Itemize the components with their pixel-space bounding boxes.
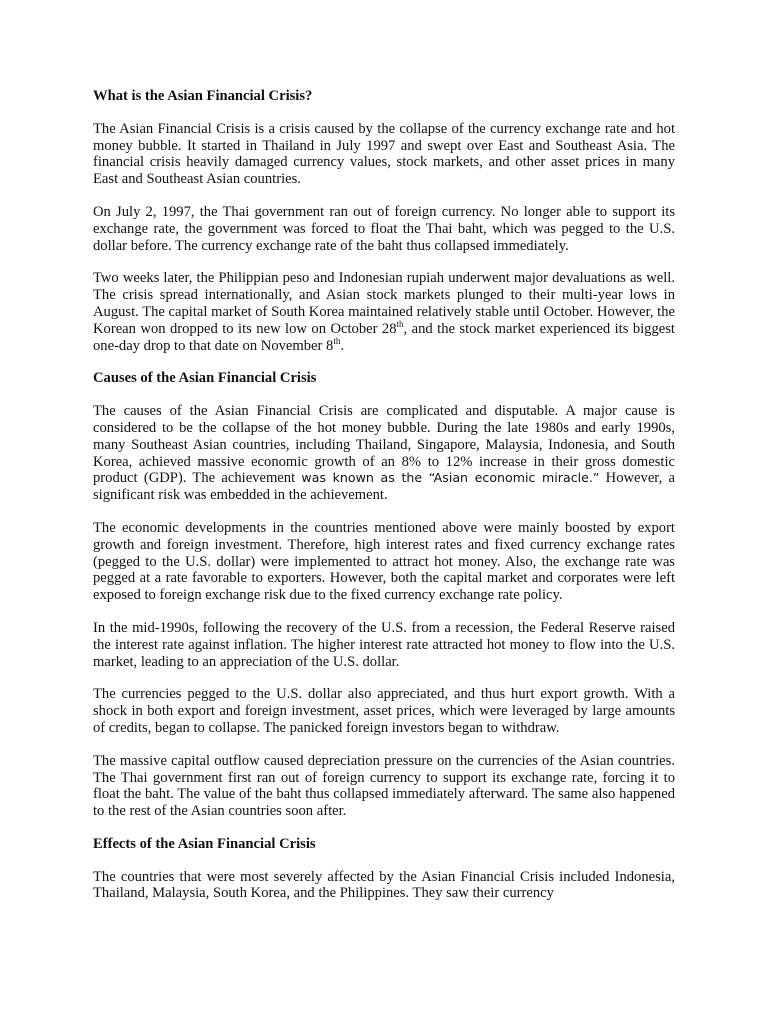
section-heading-what-is: What is the Asian Financial Crisis? [93,88,313,104]
superscript-ordinal: th [333,335,341,346]
paragraph-thai-float: On July 2, 1997, the Thai government ran out of foreign currency. No longer able to support its exchange rate, the government was forced to float the Thai baht, which was pegged to the U.S. dollar before. The currency exchange rate of the baht thus collapsed immediately. [93,203,675,254]
paragraph-spread-text-b: , and the stock market experienced its biggest one-day drop to that date on November 8 [93,320,675,354]
paragraph-causes-intro [93,403,675,504]
section-heading-causes: Causes of the Asian Financial Crisis [93,370,317,387]
paragraph-affected-countries: The countries that were most severely affected by the Asian Financial Crisis included Indonesia, Thailand, Malaysia, South Korea, and the Philippines. They saw their currency [93,868,675,902]
document-page [93,88,675,902]
paragraph-causes-text-miracle: was known as the “Asian economic miracle.” [301,470,600,486]
paragraph-economic-developments: The economic developments in the countries mentioned above were mainly boosted by export growth and foreign investment. Therefore, high interest rates and fixed currency exchange rates (pegged to the U.S. dollar) were implemented to attract hot money. Also, the exchange rate was pegged at a rate favorable to exporters. However, both the capital market and corporates were left exposed to foreign exchange risk due to the fixed currency exchange rate policy. [93,519,675,604]
paragraph-spread-text-c: . [340,337,344,354]
paragraph-currency-appreciation: The currencies pegged to the U.S. dollar also appreciated, and thus hurt export growth. With a shock in both export and foreign investment, asset prices, which were leveraged by large amounts of credits, began to collapse. The panicked foreign investors began to withdraw. [93,686,675,736]
superscript-ordinal: th [396,318,404,329]
paragraph-causes-text-c: However, a significant risk was embedded in the achievement. [93,470,675,504]
paragraph-federal-reserve: In the mid-1990s, following the recovery of the U.S. from a recession, the Federal Reserve raised the interest rate against inflation. The higher interest rate attracted hot money to flow into the U.S. market, leading to an appreciation of the U.S. dollar. [93,619,675,670]
paragraph-causes-text-a: The causes of the Asian Financial Crisis are complicated and disputable. A major cause is considered to be the collapse of the hot money bubble. During the late 1980s and early 1990s, many Southeast Asian countries, including Thailand, Singapore, Malaysia, Indonesia, and South Korea, achieved massive economic growth of an 8% to 12% increase in their gross domestic product (GDP). The achievement [93,403,675,487]
section-heading-effects: Effects of the Asian Financial Crisis [93,835,316,852]
paragraph-capital-outflow: The massive capital outflow caused depreciation pressure on the currencies of the Asian countries. The Thai government first ran out of foreign currency to support its exchange rate, forcing it to float the baht. The value of the baht thus collapsed immediately afterward. The same also happened to the rest of the Asian countries soon after. [93,752,675,820]
paragraph-spread-text-a: Two weeks later, the Philippian peso and Indonesian rupiah underwent major devaluations as well. The crisis spread internationally, and Asian stock markets plunged to their multi-year lows in August. The capital market of South Korea maintained relatively stable until October. However, the Korean won dropped to its new low on October 28 [93,270,675,337]
paragraph-spread [93,270,675,354]
paragraph-definition: The Asian Financial Crisis is a crisis caused by the collapse of the currency exchange rate and hot money bubble. It started in Thailand in July 1997 and swept over East and Southeast Asia. The financial crisis heavily damaged currency values, stock markets, and other asset prices in many East and Southeast Asian countries. [93,120,675,188]
